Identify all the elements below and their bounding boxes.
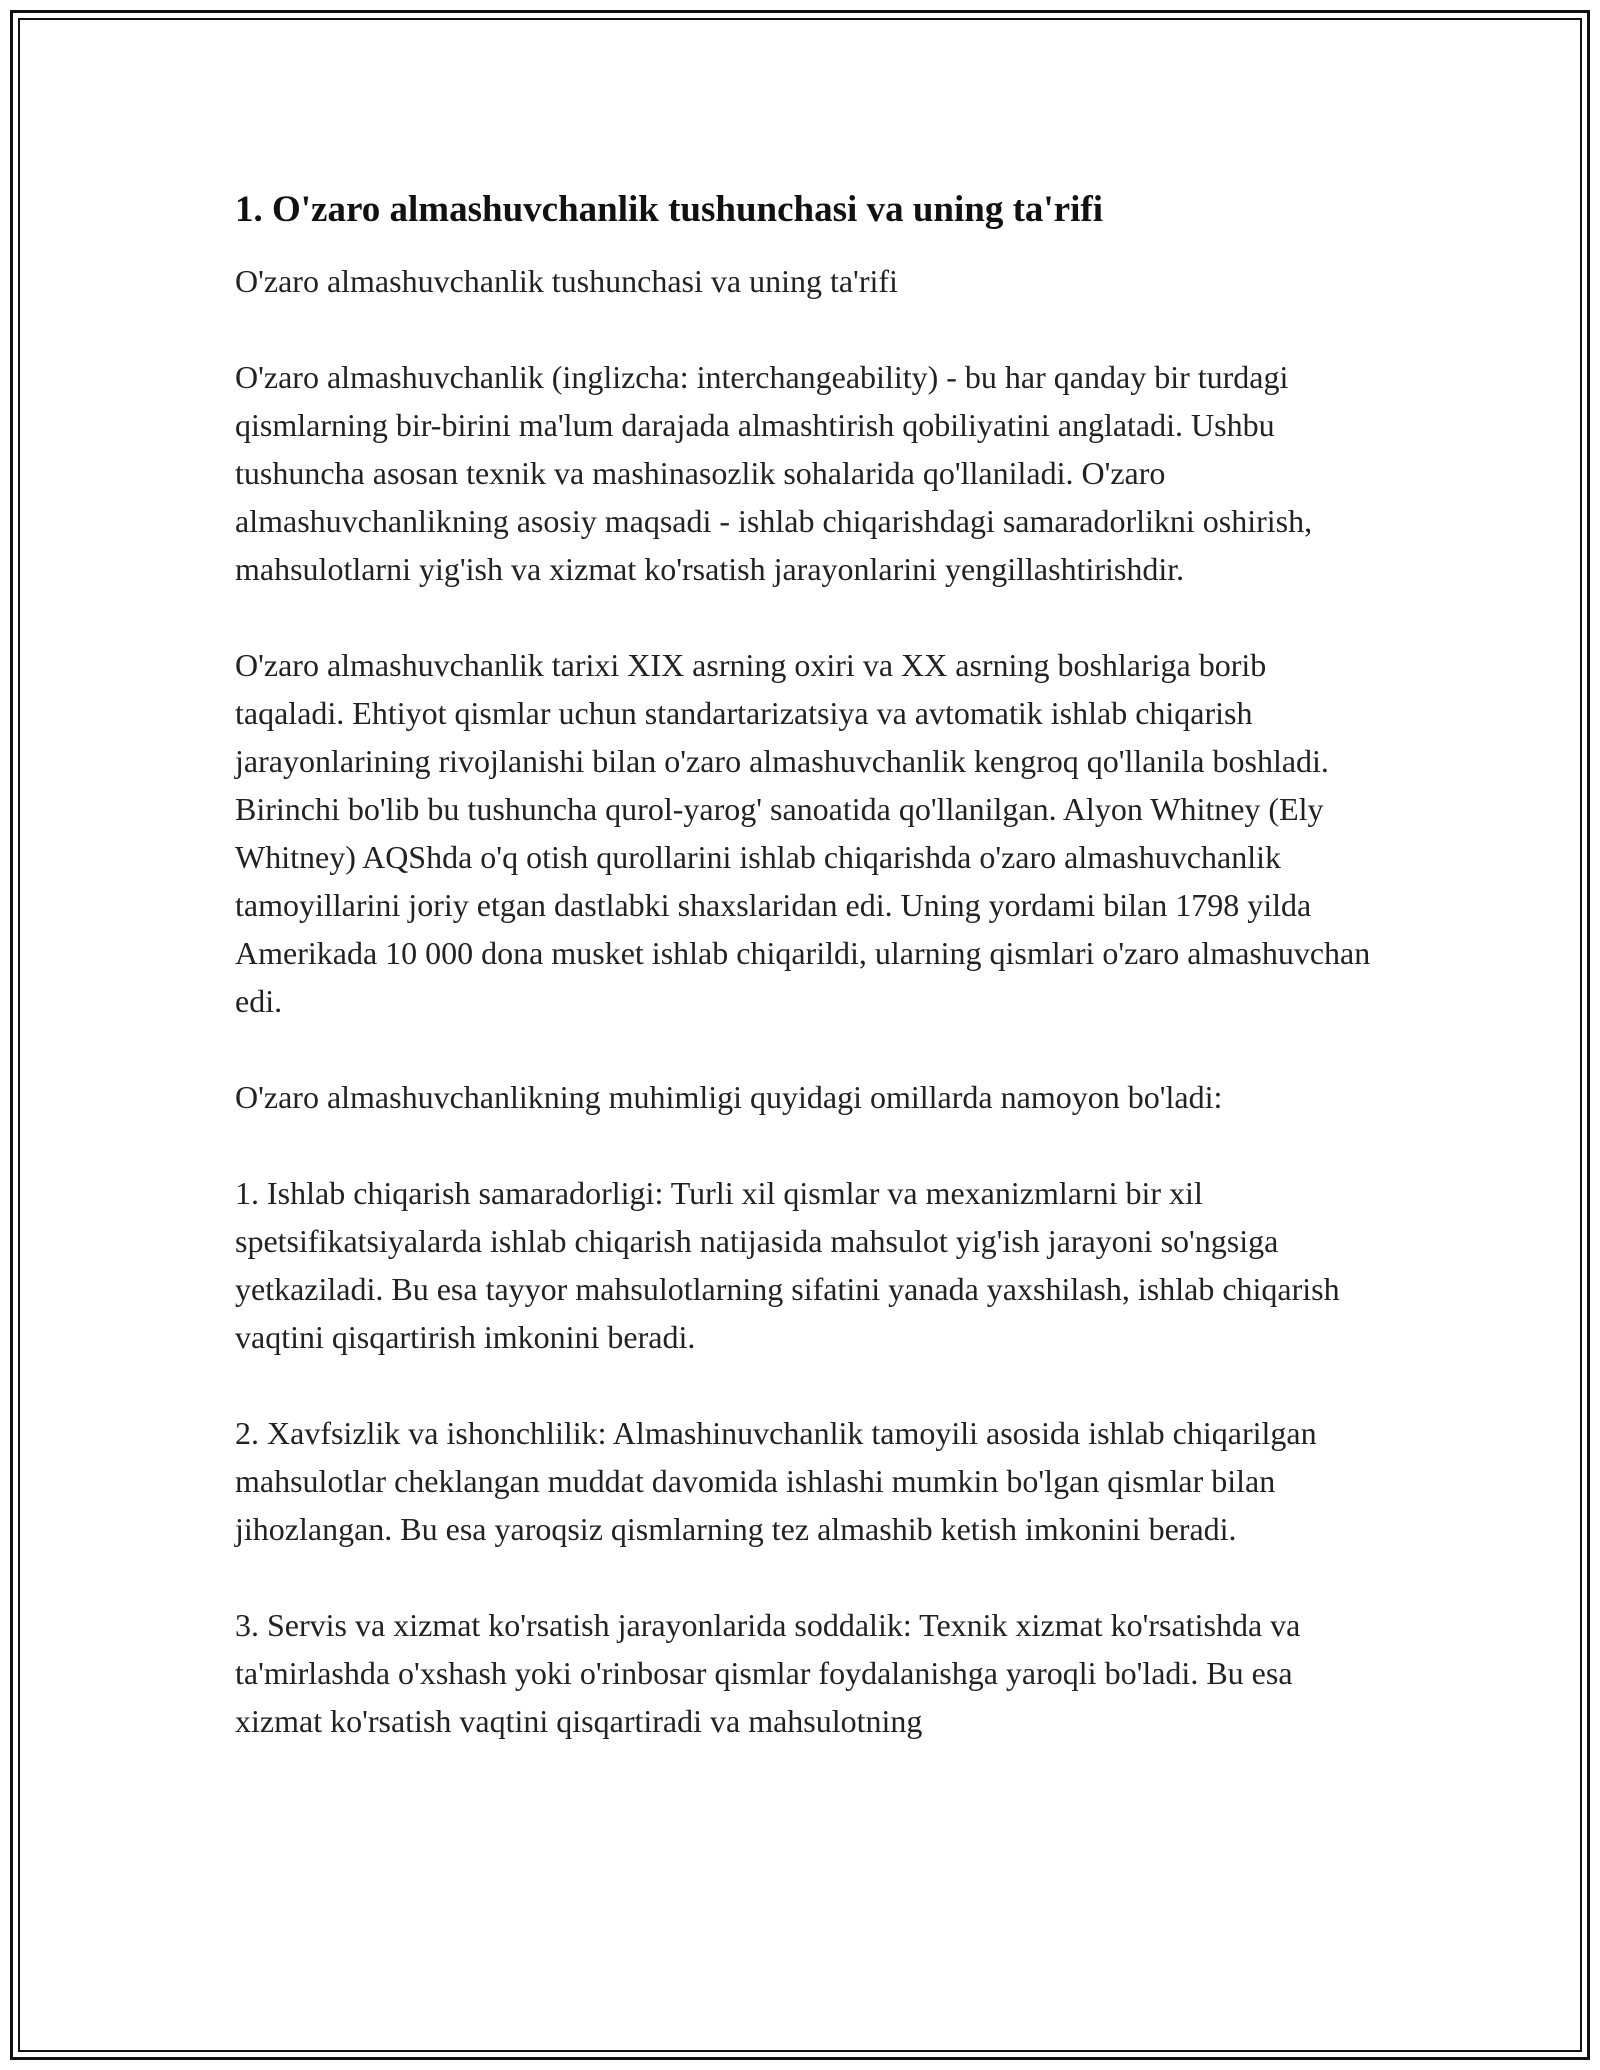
list-item-safety: 2. Xavfsizlik va ishonchlilik: Almashinuvchanlik tamoyili asosida ishlab chiqarilgan mahsulotlar cheklangan muddat davomida ishlashi mumkin bo'lgan qismlar bilan jihozlangan. Bu esa yaroqsiz qismlarning tez almashib ketish imkonini beradi. — [235, 1414, 1317, 1547]
document-heading: 1. O'zaro almashuvchanlik tushunchasi va uning ta'rifi — [235, 189, 1103, 230]
list-item-service: 3. Servis va xizmat ko'rsatish jarayonlarida soddalik: Texnik xizmat ko'rsatishda va ta'mirlashda o'xshash yoki o'rinbosar qismlar foydalanishga yaroqli bo'ladi. Bu esa xizmat ko'rsatish vaqtini qisqartiradi va mahsulotning — [235, 1606, 1301, 1739]
document-body — [235, 185, 1375, 1793]
paragraph-history: O'zaro almashuvchanlik tarixi XIX asrning oxiri va XX asrning boshlariga borib taqaladi. Ehtiyot qismlar uchun standartarizatsiya va avtomatik ishlab chiqarish jarayonlarining rivojlanishi bilan o'zaro almashuvchanlik kengroq qo'llanila boshladi. Birinchi bo'lib bu tushuncha qurol-yarog' sanoatida qo'llanilgan. Alyon Whitney (Ely Whitney) AQShda o'q otish qurollarini ishlab chiqarishda o'zaro almashuvchanlik tamoyillarini joriy etgan dastlabki shaxslaridan edi. Uning yordami bilan 1798 yilda Amerikada 10 000 dona musket ishlab chiqarildi, ularning qismlari o'zaro almashuvchan edi. — [235, 646, 1371, 1019]
paragraph-definition: O'zaro almashuvchanlik (inglizcha: interchangeability) - bu har qanday bir turdagi qismlarning bir-birini ma'lum darajada almashtirish qobiliyatini anglatadi. Ushbu tushuncha asosan texnik va mashinasozlik sohalarida qo'llaniladi. O'zaro almashuvchanlikning asosiy maqsadi - ishlab chiqarishdagi samaradorlikni oshirish, mahsulotlarni yig'ish va xizmat ko'rsatish jarayonlarini yengillashtirishdir. — [235, 358, 1313, 587]
paragraph-importance-intro: O'zaro almashuvchanlikning muhimligi quyidagi omillarda namoyon bo'ladi: — [235, 1078, 1223, 1115]
document-subtitle: O'zaro almashuvchanlik tushunchasi va uning ta'rifi — [235, 262, 898, 299]
list-item-efficiency: 1. Ishlab chiqarish samaradorligi: Turli xil qismlar va mexanizmlarni bir xil spetsifikatsiyalarda ishlab chiqarish natijasida mahsulot yig'ish jarayoni so'ngsiga yetkaziladi. Bu esa tayyor mahsulotlarning sifatini yanada yaxshilash, ishlab chiqarish vaqtini qisqartirish imkonini beradi. — [235, 1174, 1340, 1355]
